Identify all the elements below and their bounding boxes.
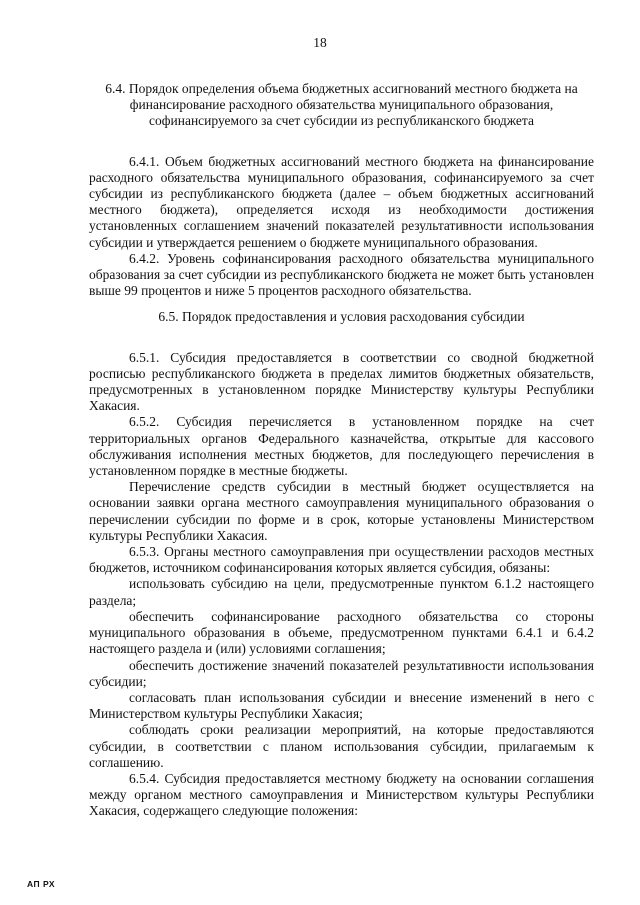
obligation-item: обеспечить софинансирование расходного обязательства со стороны муниципального образования в объеме, предусмотренном пунктами 6.4.1 и 6.4.2 настоящего раздела и (или) условиями соглашения; — [89, 608, 594, 657]
obligation-item: использовать субсидию на цели, предусмотренные пунктом 6.1.2 настоящего раздела; — [89, 576, 594, 608]
paragraph-6-4-2: 6.4.2. Уровень софинансирования расходного обязательства муниципального образования за счет субсидии из республиканского бюджета не может быть установлен выше 99 процентов и ниже 5 процентов расходного обязательства. — [89, 250, 594, 299]
paragraph-6-5-2: 6.5.2. Субсидия перечисляется в установленном порядке на счет территориальных органов Федерального казначейства, открытые для кассового обслуживания исполнения местных бюджетов, для последующего перечисления в установленном порядке в местные бюджеты. — [89, 414, 594, 479]
obligation-item: согласовать план использования субсидии и внесение изменений в него с Министерством культуры Республики Хакасия; — [89, 689, 594, 722]
paragraph-6-5-3: 6.5.3. Органы местного самоуправления при осуществлении расходов местных бюджетов, источником софинансирования которых является субсидия, обязаны: — [89, 544, 594, 576]
obligation-item: соблюдать сроки реализации мероприятий, на которые предоставляются субсидии, в соответствии с планом использования субсидии, прилагаемым к соглашению. — [89, 722, 594, 770]
section-6-4-heading: 6.4. Порядок определения объема бюджетных ассигнований местного бюджета на финансирование расходного обязательства муниципального образования, софинансируемого за счет субсидии из республиканского бюджета — [105, 81, 578, 129]
section-6-5-heading: 6.5. Порядок предоставления и условия расходования субсидии — [158, 309, 525, 325]
obligation-item: обеспечить достижение значений показателей результативности использования субсидии; — [89, 657, 594, 689]
page-number: 18 — [313, 35, 327, 50]
paragraph-6-5-1: 6.5.1. Субсидия предоставляется в соответствии со сводной бюджетной росписью республиканского бюджета в пределах лимитов бюджетных обязательств, предусмотренных в установленном порядке Министерству культуры Республики Хакасия. — [89, 349, 594, 414]
document-body — [89, 81, 594, 820]
footer-mark: АП РХ — [27, 879, 56, 889]
paragraph-6-5-4: 6.5.4. Субсидия предоставляется местному бюджету на основании соглашения между органом местного самоуправления и Министерством культуры Республики Хакасия, содержащего следующие положения: — [89, 770, 594, 819]
paragraph-6-4-1: 6.4.1. Объем бюджетных ассигнований местного бюджета на финансирование расходного обязательства муниципального образования, софинансируемого за счет субсидии из республиканского бюджета (далее – объем бюджетных ассигнований местного бюджета), определяется исходя из необходимости достижения установленных соглашением значений показателей результативности использования субсидии и утверждается решением о бюджете муниципального образования. — [89, 153, 594, 250]
paragraph-6-5-2-transfer: Перечисление средств субсидии в местный бюджет осуществляется на основании заявки органа местного самоуправления муниципального образования о перечислении субсидии по форме и в срок, которые установлены Министерством культуры Республики Хакасия. — [89, 479, 594, 543]
